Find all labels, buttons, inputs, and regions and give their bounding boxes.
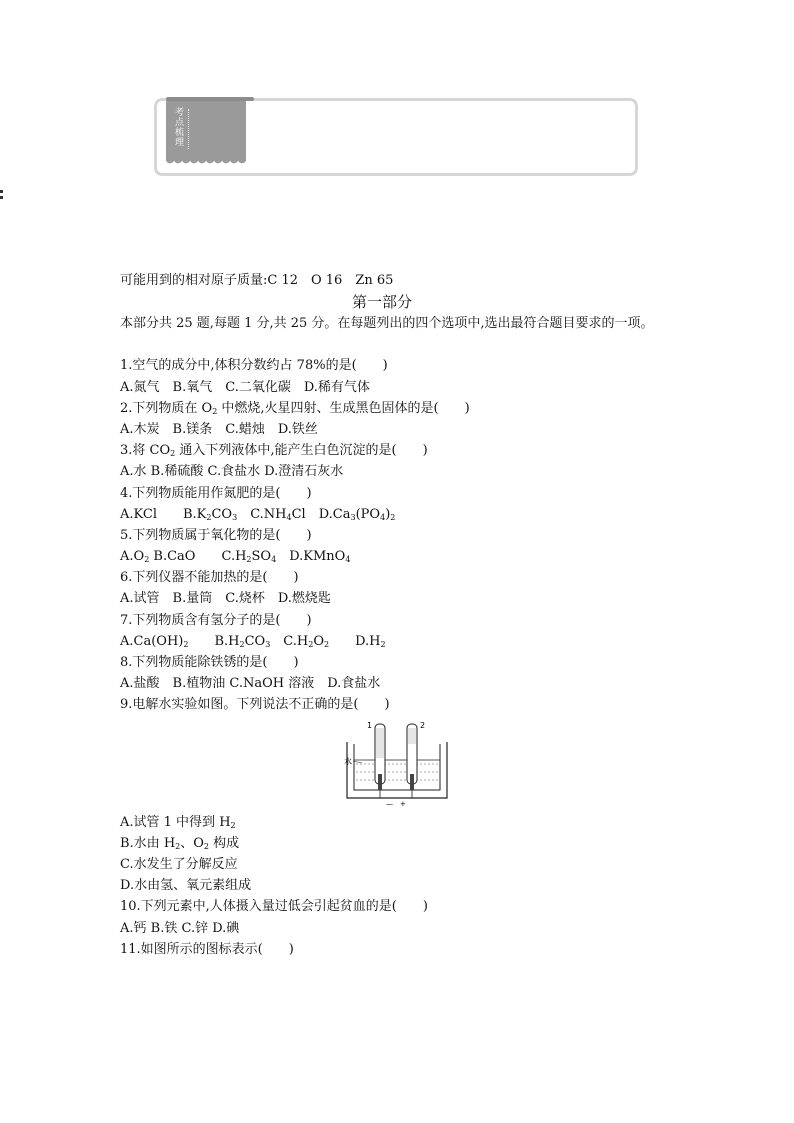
options-3: A.水 B.稀硫酸 C.食盐水 D.澄清石灰水 xyxy=(120,464,344,480)
options-1: A.氮气 B.氧气 C.二氧化碳 D.稀有气体 xyxy=(120,379,370,395)
question-2: 2.下列物质在 $O_2$ 中燃烧,火星四射、生成黑色固体的是( ) xyxy=(120,400,470,416)
label-polarity: — + xyxy=(386,799,406,808)
options-6: A.试管 B.量筒 C.烧杯 D.燃烧匙 xyxy=(120,591,331,607)
question-9: 9.电解水实验如图。下列说法不正确的是( ) xyxy=(120,697,390,713)
options-2: A.木炭 B.镁条 C.蜡烛 D.铁丝 xyxy=(120,421,318,437)
question-5: 5.下列物质属于氧化物的是( ) xyxy=(120,527,312,543)
electrode-2 xyxy=(410,774,414,790)
question-11: 11.如图所示的图标表示( ) xyxy=(120,941,294,957)
instructions: 本部分共 25 题,每题 1 分,共 25 分。在每题列出的四个选项中,选出最符合题目要求的一项。 xyxy=(120,316,654,332)
option-9b: B.水由 $H_2$、$O_2$ 构成 xyxy=(120,835,240,851)
options-8: A.盐酸 B.植物油 C.NaOH 溶液 D.食盐水 xyxy=(120,676,381,692)
question-3: 3.将 $CO_2$ 通入下列液体中,能产生白色沉淀的是( ) xyxy=(120,443,428,459)
question-10: 10.下列元素中,人体摄入量过低会引起贫血的是( ) xyxy=(120,899,428,915)
electrolysis-figure xyxy=(344,716,450,808)
header-tab-text: 考点梳理 xyxy=(173,107,183,147)
option-9d: D.水由氢、氧元素组成 xyxy=(120,878,252,894)
part-title: 第一部分 xyxy=(351,293,412,312)
header-tab-bar xyxy=(166,97,254,101)
atomic-mass-line: 可能用到的相对原子质量:C 12 O 16 Zn 65 xyxy=(120,273,394,288)
options-10: A.钙 B.铁 C.锌 D.碘 xyxy=(120,920,240,936)
tube-1-gas xyxy=(376,728,384,758)
spacer xyxy=(120,334,680,355)
exam-content xyxy=(120,270,680,960)
label-tube-1: 1 xyxy=(367,720,373,730)
options-4: A.KCl $B.K_2CO_3$ $C.NH_4Cl$ $D.Ca_3(PO_4)_2$ xyxy=(120,506,396,522)
electrolysis-figure-wrap xyxy=(120,716,680,812)
margin-mark xyxy=(0,186,4,200)
label-tube-2: 2 xyxy=(420,720,426,730)
question-1: 1.空气的成分中,体积分数约占 78%的是( ) xyxy=(120,358,388,374)
header-tab-dots xyxy=(188,109,191,149)
electrode-1 xyxy=(378,774,382,790)
options-7: $A.Ca(OH)_2$ $B.H_2CO_3$ $C.H_2O_2$ $D.H_2$ xyxy=(120,633,386,649)
option-9c: C.水发生了分解反应 xyxy=(120,856,238,872)
option-9a: A.试管 1 中得到 $H_2$ xyxy=(120,814,236,830)
question-6: 6.下列仪器不能加热的是( ) xyxy=(120,570,299,586)
question-4: 4.下列物质能用作氮肥的是( ) xyxy=(120,485,312,501)
tube-2-gas xyxy=(408,728,416,744)
header-tab xyxy=(166,99,246,161)
options-5: $A.O_2$ B.CaO $C.H_2SO_4$ D.KMnO$_4$ xyxy=(120,549,351,565)
question-7: 7.下列物质含有氢分子的是( ) xyxy=(120,612,312,628)
question-8: 8.下列物质能除铁锈的是( ) xyxy=(120,655,299,670)
header-tab-teeth xyxy=(166,159,246,167)
label-water: 水 xyxy=(344,756,352,766)
trough-inner xyxy=(354,744,440,790)
